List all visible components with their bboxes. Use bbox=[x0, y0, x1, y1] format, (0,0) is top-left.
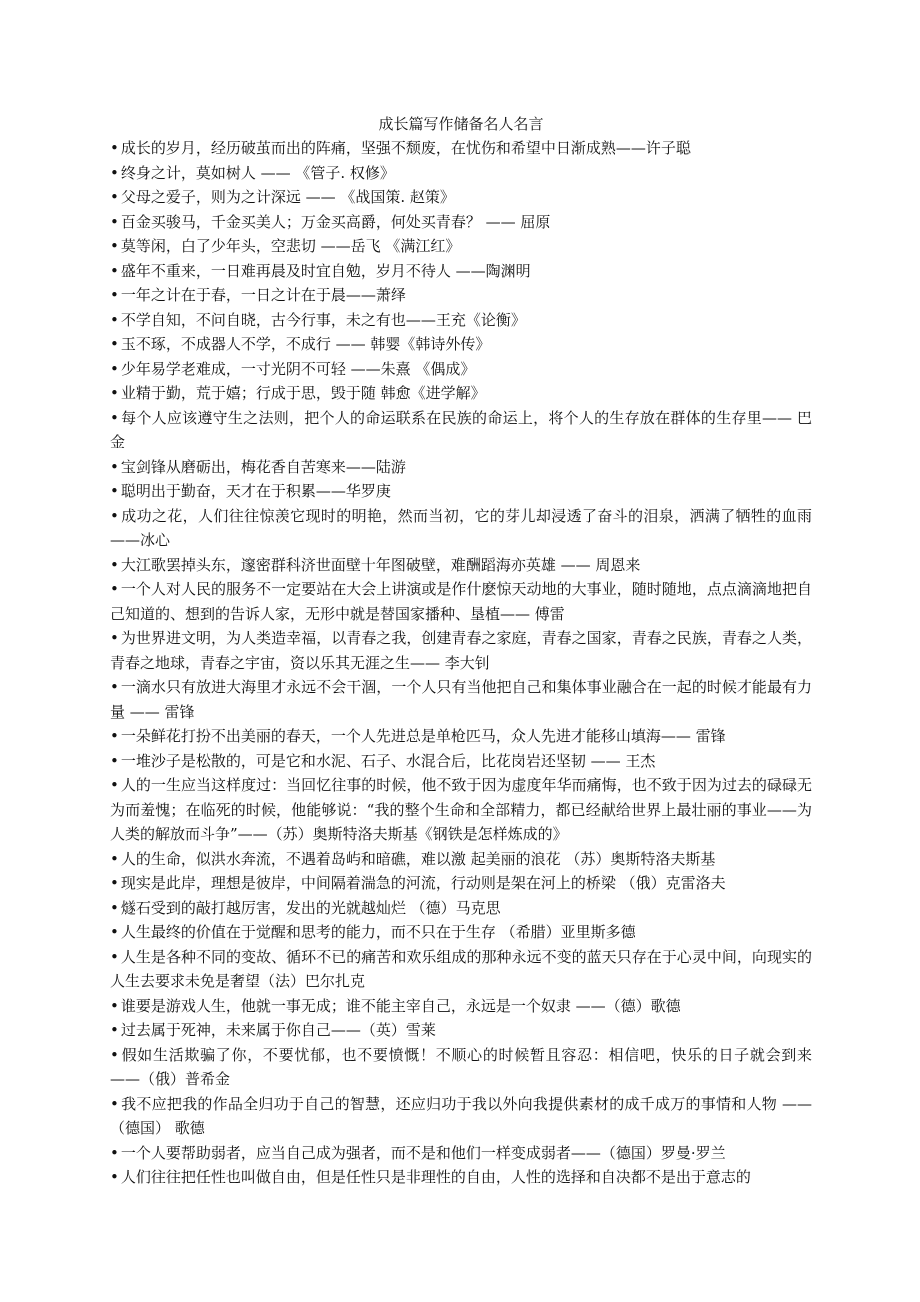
bullet-icon: • bbox=[110, 506, 119, 525]
quote-item bbox=[110, 553, 812, 578]
quote-item bbox=[110, 406, 812, 455]
quote-text: 成功之花，人们往往惊羡它现时的明艳，然而当初，它的芽儿却浸透了奋斗的泪泉，洒满了牺牲的血雨——冰心 bbox=[110, 506, 812, 549]
bullet-icon: • bbox=[110, 678, 119, 696]
document-title: 成长篇写作储备名人名言 bbox=[378, 115, 544, 133]
bullet-icon: • bbox=[110, 212, 119, 231]
quote-item bbox=[110, 161, 812, 186]
quote-text: 假如生活欺骗了你，不要忧郁，也不要愤慨！不顺心的时候暂且容忍：相信吧，快乐的日子就会到来 ——（俄）普希金 bbox=[110, 1045, 812, 1088]
bullet-icon: • bbox=[110, 629, 119, 647]
quote-item bbox=[110, 577, 812, 626]
bullet-icon: • bbox=[110, 335, 119, 353]
quote-item bbox=[110, 724, 812, 749]
quote-item bbox=[110, 455, 812, 480]
bullet-icon: • bbox=[110, 751, 119, 770]
quote-item bbox=[110, 332, 812, 357]
quote-text: 谁要是游戏人生，他就一事无成；谁不能主宰自己，永远是一个奴隶 ——（德）歌德 bbox=[120, 996, 681, 1015]
quote-text: 宝剑锋从磨砺出，梅花香自苦寒来——陆游 bbox=[120, 457, 406, 476]
quote-item bbox=[110, 1092, 812, 1141]
bullet-icon: • bbox=[110, 923, 119, 941]
bullet-icon: • bbox=[110, 457, 119, 476]
quote-text: 父母之爱子，则为之计深远 —— 《战国策. 赵策》 bbox=[120, 188, 455, 206]
bullet-icon: • bbox=[110, 1143, 119, 1162]
quote-item bbox=[110, 210, 812, 235]
quote-text: 人生是各种不同的变故、循环不已的痛苦和欢乐组成的那种永远不变的蓝天只存在于心灵中间，向现实的人生去要求未免是奢望（法）巴尔扎克 bbox=[110, 947, 812, 990]
bullet-icon: • bbox=[110, 188, 119, 206]
quote-item bbox=[110, 504, 812, 553]
quote-text: 一个人对人民的服务不一定要站在大会上讲演或是作什麽惊天动地的大事业，随时随地，点点滴滴地把自己知道的、想到的告诉人家，无形中就是替国家播种、垦植—— 傅雷 bbox=[110, 580, 812, 623]
quote-text: 业精于勤，荒于嬉；行成于思，毁于随 韩愈《进学解》 bbox=[120, 384, 486, 402]
quote-item bbox=[110, 994, 812, 1019]
bullet-icon: • bbox=[110, 237, 119, 255]
quote-text: 一年之计在于春，一日之计在于晨——萧绎 bbox=[120, 286, 406, 304]
bullet-icon: • bbox=[110, 727, 119, 745]
bullet-icon: • bbox=[110, 996, 119, 1015]
bullet-icon: • bbox=[110, 580, 119, 598]
quote-item bbox=[110, 1018, 812, 1043]
quote-text: 一个人要帮助弱者，应当自己成为强者，而不是和他们一样变成弱者——（德国）罗曼·罗兰 bbox=[120, 1143, 726, 1162]
quote-item bbox=[110, 234, 812, 259]
quote-item bbox=[110, 749, 812, 774]
quote-item bbox=[110, 1141, 812, 1166]
quote-text: 人生最终的价值在于觉醒和思考的能力，而不只在于生存 （希腊）亚里斯多德 bbox=[120, 923, 636, 941]
quote-text: 人们往往把任性也叫做自由，但是任性只是非理性的自由，人性的选择和自决都不是出于意志的 bbox=[120, 1168, 751, 1186]
quote-text: 成长的岁月，经历破茧而出的阵痛，坚强不颓废，在忧伤和希望中日渐成熟——许子聪 bbox=[120, 139, 691, 157]
document-page bbox=[110, 112, 812, 1190]
bullet-icon: • bbox=[110, 874, 119, 892]
quote-item bbox=[110, 945, 812, 994]
bullet-icon: • bbox=[110, 1094, 119, 1113]
quote-text: 莫等闲，白了少年头，空悲切 ——岳飞 《满江红》 bbox=[120, 237, 461, 255]
quote-item bbox=[110, 920, 812, 945]
bullet-icon: • bbox=[110, 384, 119, 402]
quote-text: 不学自知，不问自晓，古今行事，未之有也——王充《论衡》 bbox=[120, 310, 526, 329]
quote-item bbox=[110, 308, 812, 333]
quote-text: 大江歌罢掉头东，邃密群科济世面壁十年图破壁，难酬蹈海亦英雄 —— 周恩来 bbox=[120, 555, 641, 574]
quote-text: 人的生命，似洪水奔流，不遇着岛屿和暗礁，难以激 起美丽的浪花 （苏）奥斯特洛夫斯基 bbox=[120, 849, 716, 868]
quote-text: 百金买骏马，千金买美人；万金买高爵，何处买青春？ —— 屈原 bbox=[120, 212, 551, 231]
quote-text: 少年易学老难成，一寸光阴不可轻 ——朱熹 《偶成》 bbox=[120, 359, 476, 378]
quote-item bbox=[110, 185, 812, 210]
quote-item bbox=[110, 357, 812, 382]
bullet-icon: • bbox=[110, 359, 119, 378]
bullet-icon: • bbox=[110, 898, 119, 917]
quote-item bbox=[110, 773, 812, 847]
bullet-icon: • bbox=[110, 310, 119, 329]
quote-text: 一朵鲜花打扮不出美丽的春天，一个人先进总是单枪匹马，众人先进才能移山填海—— 雷锋 bbox=[120, 727, 726, 745]
quote-text: 聪明出于勤奋，天才在于积累——华罗庚 bbox=[120, 482, 391, 500]
bullet-icon: • bbox=[110, 1168, 119, 1186]
quote-text: 终身之计，莫如树人 —— 《管子. 权修》 bbox=[120, 163, 395, 182]
quote-text: 一堆沙子是松散的，可是它和水泥、石子、水混合后，比花岗岩还坚韧 —— 王杰 bbox=[120, 751, 656, 770]
bullet-icon: • bbox=[110, 163, 119, 182]
quote-item bbox=[110, 675, 812, 724]
quote-text: 现实是此岸，理想是彼岸，中间隔着湍急的河流，行动则是架在河上的桥梁 （俄）克雷洛夫 bbox=[120, 874, 726, 892]
quote-item bbox=[110, 283, 812, 308]
quote-text: 一滴水只有放进大海里才永远不会干涸，一个人只有当他把自己和集体事业融合在一起的时候才能最有力量 —— 雷锋 bbox=[110, 678, 812, 721]
bullet-icon: • bbox=[110, 408, 119, 427]
bullet-icon: • bbox=[110, 482, 119, 500]
bullet-icon: • bbox=[110, 1045, 119, 1064]
quote-item bbox=[110, 896, 812, 921]
quote-text: 为世界进文明，为人类造幸福，以青春之我，创建青春之家庭，青春之国家，青春之民族，青春之人类，青春之地球，青春之宇宙，资以乐其无涯之生—— 李大钊 bbox=[110, 629, 812, 672]
quote-text: 燧石受到的敲打越厉害，发出的光就越灿烂 （德）马克思 bbox=[120, 898, 501, 917]
bullet-icon: • bbox=[110, 776, 119, 794]
quote-text: 每个人应该遵守生之法则，把个人的命运联系在民族的命运上，将个人的生存放在群体的生存里—— 巴金 bbox=[110, 408, 812, 451]
quote-item bbox=[110, 871, 812, 896]
quote-item bbox=[110, 1165, 812, 1190]
bullet-icon: • bbox=[110, 555, 119, 574]
quote-item bbox=[110, 479, 812, 504]
quote-item bbox=[110, 847, 812, 872]
quote-text: 过去属于死神，未来属于你自己——（英）雪莱 bbox=[120, 1021, 436, 1039]
bullet-icon: • bbox=[110, 286, 119, 304]
quote-list bbox=[110, 136, 812, 1190]
quote-item bbox=[110, 381, 812, 406]
quote-text: 盛年不重来，一日难再晨及时宜自勉，岁月不待人 ——陶渊明 bbox=[120, 261, 531, 280]
bullet-icon: • bbox=[110, 1021, 119, 1039]
quote-text: 我不应把我的作品全归功于自己的智慧，还应归功于我以外向我提供素材的成千成万的事情和人物 ——（德国） 歌德 bbox=[110, 1094, 812, 1137]
quote-item bbox=[110, 626, 812, 675]
bullet-icon: • bbox=[110, 947, 119, 966]
bullet-icon: • bbox=[110, 849, 119, 868]
quote-text: 人的一生应当这样度过：当回忆往事的时候，他不致于因为虚度年华而痛悔，也不致于因为过去的碌碌无为而羞愧；在临死的时候，他能够说：“我的整个生命和全部精力，都已经献给世界上最壮丽的事业——为人类的解放而斗争”——（苏）奥斯特洛夫斯基《钢铁是怎样炼成的》 bbox=[110, 776, 812, 843]
quote-item bbox=[110, 259, 812, 284]
bullet-icon: • bbox=[110, 261, 119, 280]
quote-text: 玉不琢，不成器人不学，不成行 —— 韩婴《韩诗外传》 bbox=[120, 335, 491, 353]
quote-item bbox=[110, 1043, 812, 1092]
quote-item bbox=[110, 136, 812, 161]
bullet-icon: • bbox=[110, 139, 119, 157]
